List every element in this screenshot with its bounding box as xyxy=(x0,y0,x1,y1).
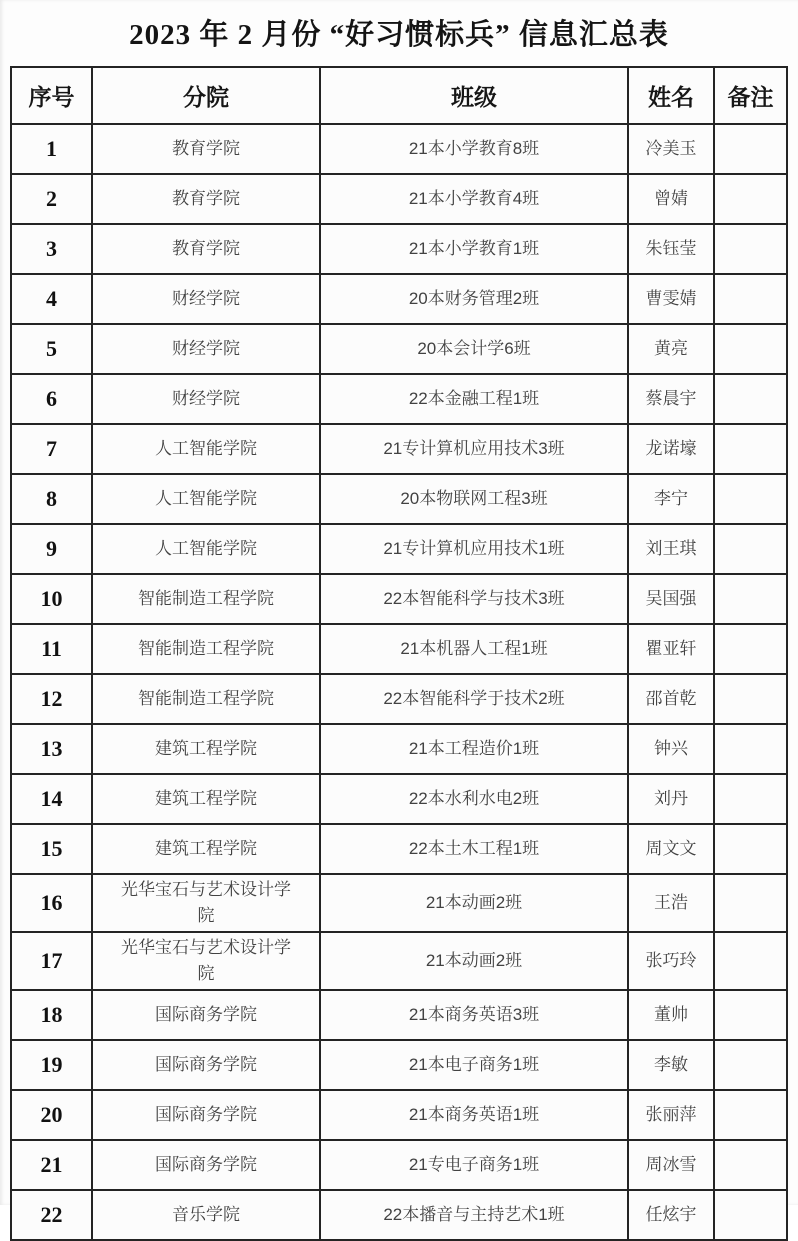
table-row xyxy=(11,674,787,724)
serial-cell: 22 xyxy=(11,1190,92,1240)
table-row xyxy=(11,374,787,424)
college-cell: 智能制造工程学院 xyxy=(92,674,320,724)
table-body xyxy=(11,124,787,1240)
class-cell: 21本工程造价1班 xyxy=(320,724,628,774)
name-cell: 蔡晨宇 xyxy=(628,374,714,424)
serial-cell: 19 xyxy=(11,1040,92,1090)
college-cell: 智能制造工程学院 xyxy=(92,574,320,624)
name-cell: 朱钰莹 xyxy=(628,224,714,274)
class-cell: 22本智能科学于技术2班 xyxy=(320,674,628,724)
name-cell: 张丽萍 xyxy=(628,1090,714,1140)
name-cell: 黄亮 xyxy=(628,324,714,374)
name-cell: 邵首乾 xyxy=(628,674,714,724)
remark-cell xyxy=(714,774,787,824)
table-row xyxy=(11,1190,787,1240)
name-cell: 周文文 xyxy=(628,824,714,874)
remark-cell xyxy=(714,1040,787,1090)
remark-cell xyxy=(714,174,787,224)
table-row xyxy=(11,574,787,624)
remark-cell xyxy=(714,1090,787,1140)
remark-cell xyxy=(714,874,787,932)
serial-cell: 7 xyxy=(11,424,92,474)
page-title: 2023 年 2 月份 “好习惯标兵” 信息汇总表 xyxy=(129,19,669,51)
college-cell: 光华宝石与艺术设计学院 xyxy=(92,874,320,932)
remark-cell xyxy=(714,990,787,1040)
table-row xyxy=(11,774,787,824)
column-header-class: 班级 xyxy=(320,67,628,124)
column-header-remark: 备注 xyxy=(714,67,787,124)
name-cell: 钟兴 xyxy=(628,724,714,774)
serial-cell: 1 xyxy=(11,124,92,174)
table-row xyxy=(11,474,787,524)
class-cell: 21本小学教育8班 xyxy=(320,124,628,174)
table-row xyxy=(11,524,787,574)
remark-cell xyxy=(714,124,787,174)
college-cell: 教育学院 xyxy=(92,224,320,274)
class-cell: 20本物联网工程3班 xyxy=(320,474,628,524)
table-row xyxy=(11,1040,787,1090)
table-row xyxy=(11,932,787,990)
remark-cell xyxy=(714,324,787,374)
remark-cell xyxy=(714,824,787,874)
serial-cell: 18 xyxy=(11,990,92,1040)
college-cell: 财经学院 xyxy=(92,274,320,324)
class-cell: 20本财务管理2班 xyxy=(320,274,628,324)
college-cell: 建筑工程学院 xyxy=(92,824,320,874)
table-row xyxy=(11,1090,787,1140)
class-cell: 20本会计学6班 xyxy=(320,324,628,374)
table-row xyxy=(11,724,787,774)
college-cell: 人工智能学院 xyxy=(92,524,320,574)
serial-cell: 6 xyxy=(11,374,92,424)
college-cell: 智能制造工程学院 xyxy=(92,624,320,674)
table-row xyxy=(11,874,787,932)
serial-cell: 16 xyxy=(11,874,92,932)
column-header-college: 分院 xyxy=(92,67,320,124)
name-cell: 王浩 xyxy=(628,874,714,932)
serial-cell: 17 xyxy=(11,932,92,990)
summary-table xyxy=(10,66,788,1241)
serial-cell: 9 xyxy=(11,524,92,574)
name-cell: 曾婧 xyxy=(628,174,714,224)
class-cell: 21本小学教育1班 xyxy=(320,224,628,274)
name-cell: 任炫宇 xyxy=(628,1190,714,1240)
remark-cell xyxy=(714,274,787,324)
table-row xyxy=(11,1140,787,1190)
class-cell: 22本土木工程1班 xyxy=(320,824,628,874)
college-cell: 国际商务学院 xyxy=(92,1140,320,1190)
class-cell: 21本动画2班 xyxy=(320,932,628,990)
college-cell: 光华宝石与艺术设计学院 xyxy=(92,932,320,990)
remark-cell xyxy=(714,524,787,574)
college-cell: 财经学院 xyxy=(92,374,320,424)
college-cell: 建筑工程学院 xyxy=(92,774,320,824)
serial-cell: 3 xyxy=(11,224,92,274)
name-cell: 冷美玉 xyxy=(628,124,714,174)
class-cell: 22本播音与主持艺术1班 xyxy=(320,1190,628,1240)
serial-cell: 20 xyxy=(11,1090,92,1140)
class-cell: 21本电子商务1班 xyxy=(320,1040,628,1090)
serial-cell: 11 xyxy=(11,624,92,674)
college-cell: 国际商务学院 xyxy=(92,1040,320,1090)
serial-cell: 5 xyxy=(11,324,92,374)
college-cell: 教育学院 xyxy=(92,124,320,174)
class-cell: 21专计算机应用技术1班 xyxy=(320,524,628,574)
remark-cell xyxy=(714,224,787,274)
name-cell: 曹雯婧 xyxy=(628,274,714,324)
table-row xyxy=(11,224,787,274)
name-cell: 周冰雪 xyxy=(628,1140,714,1190)
serial-cell: 13 xyxy=(11,724,92,774)
table-row xyxy=(11,174,787,224)
serial-cell: 10 xyxy=(11,574,92,624)
serial-cell: 12 xyxy=(11,674,92,724)
college-cell: 教育学院 xyxy=(92,174,320,224)
column-header-name: 姓名 xyxy=(628,67,714,124)
serial-cell: 21 xyxy=(11,1140,92,1190)
name-cell: 龙诺壕 xyxy=(628,424,714,474)
class-cell: 21本机器人工程1班 xyxy=(320,624,628,674)
name-cell: 董帅 xyxy=(628,990,714,1040)
remark-cell xyxy=(714,932,787,990)
name-cell: 李敏 xyxy=(628,1040,714,1090)
remark-cell xyxy=(714,424,787,474)
serial-cell: 8 xyxy=(11,474,92,524)
name-cell: 吴国强 xyxy=(628,574,714,624)
serial-cell: 4 xyxy=(11,274,92,324)
college-cell: 国际商务学院 xyxy=(92,990,320,1040)
table-row xyxy=(11,624,787,674)
class-cell: 21本商务英语1班 xyxy=(320,1090,628,1140)
table-row xyxy=(11,424,787,474)
column-header-serial: 序号 xyxy=(11,67,92,124)
college-cell: 建筑工程学院 xyxy=(92,724,320,774)
class-cell: 21专计算机应用技术3班 xyxy=(320,424,628,474)
class-cell: 21本商务英语3班 xyxy=(320,990,628,1040)
name-cell: 刘王琪 xyxy=(628,524,714,574)
serial-cell: 15 xyxy=(11,824,92,874)
serial-cell: 2 xyxy=(11,174,92,224)
remark-cell xyxy=(714,1190,787,1240)
table-row xyxy=(11,990,787,1040)
remark-cell xyxy=(714,674,787,724)
college-cell: 财经学院 xyxy=(92,324,320,374)
class-cell: 22本智能科学与技术3班 xyxy=(320,574,628,624)
college-cell: 人工智能学院 xyxy=(92,474,320,524)
college-cell: 国际商务学院 xyxy=(92,1090,320,1140)
name-cell: 张巧玲 xyxy=(628,932,714,990)
header-row xyxy=(11,67,787,124)
remark-cell xyxy=(714,1140,787,1190)
table-row xyxy=(11,824,787,874)
remark-cell xyxy=(714,574,787,624)
remark-cell xyxy=(714,624,787,674)
class-cell: 21专电子商务1班 xyxy=(320,1140,628,1190)
name-cell: 瞿亚轩 xyxy=(628,624,714,674)
class-cell: 21本动画2班 xyxy=(320,874,628,932)
college-cell: 音乐学院 xyxy=(92,1190,320,1240)
table-row xyxy=(11,274,787,324)
name-cell: 李宁 xyxy=(628,474,714,524)
name-cell: 刘丹 xyxy=(628,774,714,824)
remark-cell xyxy=(714,724,787,774)
class-cell: 22本水利水电2班 xyxy=(320,774,628,824)
serial-cell: 14 xyxy=(11,774,92,824)
class-cell: 21本小学教育4班 xyxy=(320,174,628,224)
remark-cell xyxy=(714,474,787,524)
table-row xyxy=(11,324,787,374)
class-cell: 22本金融工程1班 xyxy=(320,374,628,424)
college-cell: 人工智能学院 xyxy=(92,424,320,474)
table-row xyxy=(11,124,787,174)
remark-cell xyxy=(714,374,787,424)
